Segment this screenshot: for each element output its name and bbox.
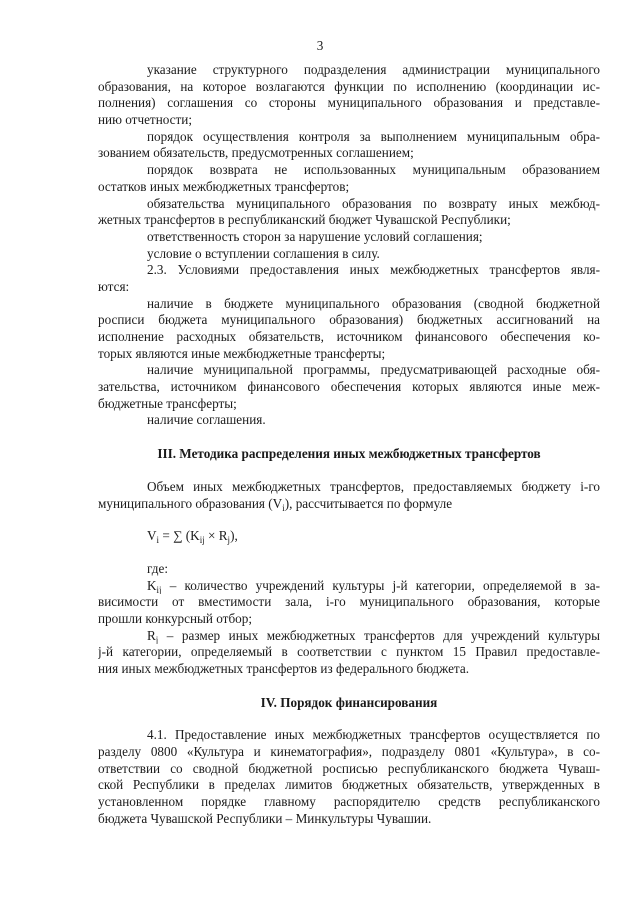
text-line: зательства, источником финансового обеспечения которых являются иные меж- <box>98 379 600 395</box>
list-item <box>98 246 600 263</box>
list-item <box>98 412 600 429</box>
section-2-items <box>98 62 600 429</box>
list-item <box>98 229 600 246</box>
text-line: установленном порядке главному распорядителю средств республиканского <box>98 794 600 810</box>
text-line: ответствии со сводной бюджетной росписью республиканского бюджета Чуваш- <box>98 760 600 776</box>
text-line: нию отчетности; <box>98 112 193 128</box>
text-line: образования, на которое возлагаются функции по исполнению (координации ис- <box>98 78 600 94</box>
k-definition <box>98 578 600 628</box>
text-line: j-й категории, определяемый в соответствии с пунктом 15 Правил предоставле- <box>98 644 600 660</box>
section-3-intro <box>98 479 600 512</box>
text-line: бюджетные трансферты; <box>98 395 237 411</box>
text-line: зованием обязательств, предусмотренных соглашением; <box>98 145 414 161</box>
text-line: порядок осуществления контроля за выполнением муниципальным обра- <box>147 128 600 144</box>
section-3-heading: III. Методика распределения иных межбюджетных трансфертов <box>157 446 541 462</box>
section-4-paragraph <box>98 727 600 827</box>
text-line: ются: <box>98 278 130 294</box>
text-line: Объем иных межбюджетных трансфертов, предоставляемых бюджету i-го <box>147 478 600 494</box>
page-number: 3 <box>316 38 324 53</box>
where-label: где: <box>147 560 168 576</box>
text-line: исполнение расходных обязательств, источником финансового обеспечения ко- <box>98 329 600 344</box>
clause-2-3 <box>98 262 600 295</box>
list-item <box>98 129 600 162</box>
text-line: обязательства муниципального образования по возврату иных межбюд- <box>147 195 600 211</box>
formula: $V_i$ = ∑ $(K_{ij} \times R_j)$, <box>147 528 238 545</box>
text-line: порядок возврата не использованных муниципальным образованием <box>147 162 600 178</box>
text-line: жетных трансфертов в республиканский бюджет Чувашской Республики; <box>98 212 511 228</box>
list-item <box>98 62 600 129</box>
section-4-heading: IV. Порядок финансирования <box>260 694 438 710</box>
text-line: полнения) соглашения со стороны муниципального образования и представле- <box>98 95 600 111</box>
text-line: ответственность сторон за нарушение условий соглашения; <box>147 228 483 244</box>
text-line: условие о вступлении соглашения в силу. <box>147 245 380 261</box>
text-line: висимости от вместимости зала, i-го муниципального образования, которые <box>98 594 600 610</box>
text-line: наличие в бюджете муниципального образования (сводной бюджетной <box>147 295 600 311</box>
text-line: росписи бюджета муниципального образования) бюджетных ассигнований на <box>98 312 600 328</box>
text-line: прошли конкурсный отбор; <box>98 610 252 626</box>
text-line: ния иных межбюджетных трансфертов из федерального бюджета. <box>98 661 470 676</box>
text-line: $K_{ij}$ – количество учреждений культуры j-й категории, определяемой в за- <box>147 577 600 595</box>
document-body <box>98 62 600 828</box>
text-line: $R_j$ – размер иных межбюджетных трансфертов для учреждений культуры <box>147 627 600 645</box>
text-line: разделу 0800 «Культура и кинематография», подразделу 0801 «Культура», в со- <box>98 744 600 760</box>
text-line: ской Республики в пределах лимитов бюджетных обязательств, утвержденных в <box>98 777 600 793</box>
list-item <box>98 296 600 363</box>
text-line: муниципального образования $(V_i)$, рассчитывается по формуле <box>98 495 453 513</box>
text-line: остатков иных межбюджетных трансфертов; <box>98 178 350 194</box>
r-definition <box>98 628 600 678</box>
list-item <box>98 196 600 229</box>
text-line: наличие соглашения. <box>147 412 266 428</box>
list-item <box>98 162 600 195</box>
text-line: 2.3. Условиями предоставления иных межбюджетных трансфертов явля- <box>147 262 600 278</box>
text-line: указание структурного подразделения администрации муниципального <box>147 62 600 77</box>
text-line: наличие муниципальной программы, предусматривающей расходные обя- <box>147 362 600 378</box>
text-line: торых являются иные межбюджетные трансферты; <box>98 345 386 361</box>
text-line: 4.1. Предоставление иных межбюджетных трансфертов осуществляется по <box>147 727 600 743</box>
list-item <box>98 362 600 412</box>
text-line: бюджета Чувашской Республики – Минкультуры Чувашии. <box>98 810 432 826</box>
